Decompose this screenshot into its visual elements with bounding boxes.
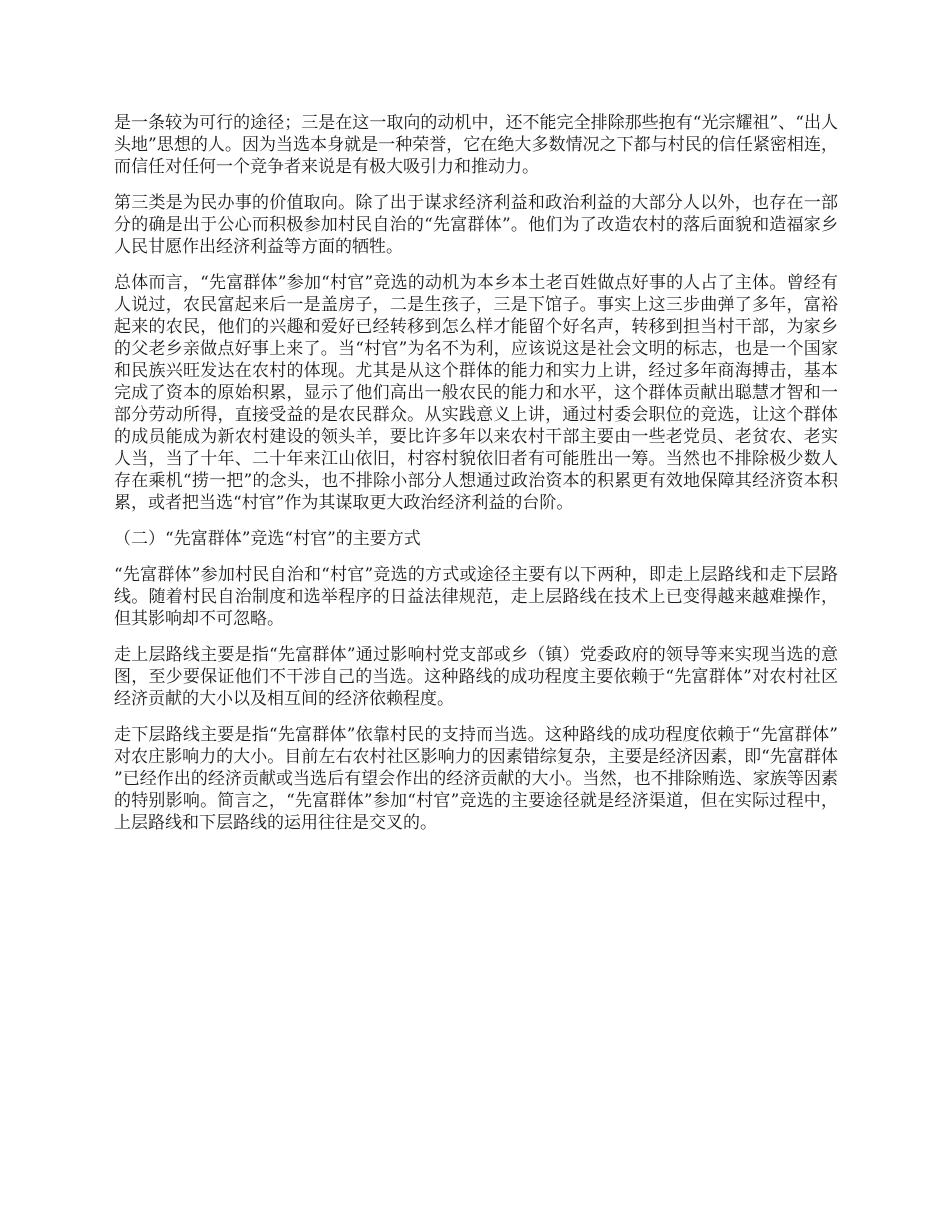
paragraph-upper-route: 走上层路线主要是指“先富群体”通过影响村党支部或乡（镇）党委政府的领导等来实现当选的意图，至少要保证他们不干涉自己的当选。这种路线的成功程度主要依赖于“先富群体”对农村社区经济贡献的大小以及相互间的经济依赖程度。 [114, 645, 838, 709]
paragraph-continuation: 是一条较为可行的途径；三是在这一取向的动机中，还不能完全排除那些抱有“光宗耀祖”、“出人头地”思想的人。因为当选本身就是一种荣誉，它在绝大多数情况之下都与村民的信任紧密相连，而信任对任何一个竞争者来说是有极大吸引力和推动力。 [114, 113, 838, 177]
section-heading: （二）“先富群体”竞选“村官”的主要方式 [114, 529, 421, 549]
paragraph-summary: 总体而言，“先富群体”参加“村官”竞选的动机为本乡本土老百姓做点好事的人占了主体。曾经有人说过，农民富起来后一是盖房子，二是生孩子，三是下馆子。事实上这三步曲弹了多年，富裕起来的农民，他们的兴趣和爱好已经转移到怎么样才能留个好名声，转移到担当村干部，为家乡的父老乡亲做点好事上来了。当“村官”为名不为利，应该说这是社会文明的标志，也是一个国家和民族兴旺发达在农村的体现。尤其是从这个群体的能力和实力上讲，经过多年商海搏击，基本完成了资本的原始积累，显示了他们高出一般农民的能力和水平，这个群体贡献出聪慧才智和一部分劳动所得，直接受益的是农民群众。从实践意义上讲，通过村委会职位的竞选，让这个群体的成员能成为新农村建设的领头羊，要比许多年以来农村干部主要由一些老党员、老贫农、老实人当，当了十年、二十年来江山依旧，村容村貌依旧者有可能胜出一筹。当然也不排除极少数人存在乘机“捞一把”的念头，也不排除小部分人想通过政治资本的积累更有效地保障其经济资本积累，或者把当选“村官”作为其谋取更大政治经济利益的台阶。 [114, 273, 838, 513]
paragraph-third-category: 第三类是为民办事的价值取向。除了出于谋求经济利益和政治利益的大部分人以外，也存在一部分的确是出于公心而积极参加村民自治的“先富群体”。他们为了改造农村的落后面貌和造福家乡人民甘愿作出经济利益等方面的牺牲。 [114, 193, 838, 257]
paragraph-methods-intro: “先富群体”参加村民自治和“村官”竞选的方式或途径主要有以下两种，即走上层路线和走下层路线。随着村民自治制度和选举程序的日益法律规范，走上层路线在技术上已变得越来越难操作，但其影响却不可忽略。 [114, 565, 838, 629]
paragraph-lower-route: 走下层路线主要是指“先富群体”依靠村民的支持而当选。这种路线的成功程度依赖于“先富群体”对农庄影响力的大小。目前左右农村社区影响力的因素错综复杂，主要是经济因素，即“先富群体”已经作出的经济贡献或当选后有望会作出的经济贡献的大小。当然，也不排除贿选、家族等因素的特别影响。简言之，“先富群体”参加“村官”竞选的主要途径就是经济渠道，但在实际过程中，上层路线和下层路线的运用往往是交叉的。 [114, 725, 838, 833]
document-page [114, 112, 838, 848]
